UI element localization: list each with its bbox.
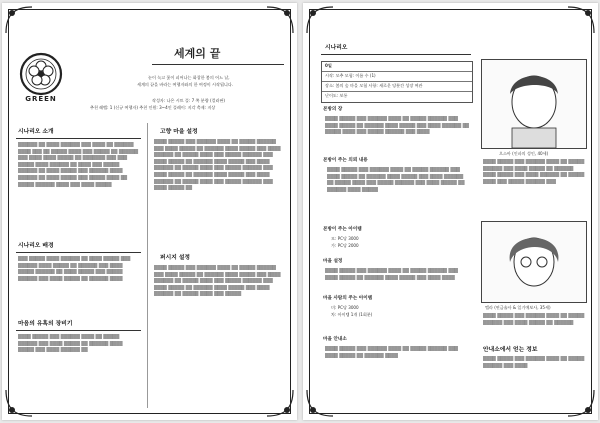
portrait-caption: 으스아 (인파의 성인, 40세) bbox=[499, 151, 549, 156]
section-body: ▒▒▒▒ ▒▒▒▒▒ ▒▒▒ ▒▒▒▒▒▒ ▒▒▒▒ ▒▒ ▒▒▒▒▒ ▒▒▒▒▒▒ ▒▒▒ ▒▒▒▒ ▒▒▒▒▒ ▒▒ ▒▒▒▒▒▒ ▒▒▒▒ ▒▒▒▒▒ ▒▒▒ ▒▒▒▒ ▒▒▒▒▒▒ ▒▒ ▒▒▒▒▒ ▒▒▒▒ ▒▒▒ ▒▒▒▒▒ ▒▒▒▒▒▒ ▒▒▒ ▒▒▒▒ bbox=[325, 116, 470, 135]
section-heading: 마을 설정 bbox=[323, 259, 343, 264]
section-body: ▒▒▒▒ ▒▒▒▒▒ ▒▒▒ ▒▒▒▒▒▒ ▒▒▒▒ ▒▒ ▒▒▒▒▒ ▒▒▒▒▒▒ ▒▒▒ ▒▒▒▒ ▒▒▒▒▒ ▒▒ ▒▒▒▒▒▒ ▒▒▒▒ ▒▒▒▒▒ ▒▒▒ ▒▒▒▒ ▒▒▒▒▒▒ ▒▒ ▒▒▒▒▒ ▒▒▒▒ ▒▒▒ ▒▒▒▒▒ ▒▒▒▒▒▒ ▒▒▒ ▒▒▒▒ ▒▒▒▒▒ ▒▒ ▒▒▒▒▒▒ ▒▒▒▒ ▒▒▒▒▒ ▒▒▒ ▒▒▒▒ ▒▒▒▒▒▒ ▒▒ ▒▒▒▒▒ ▒▒▒▒ ▒▒▒ ▒▒▒▒▒ bbox=[154, 265, 281, 297]
info-table bbox=[321, 61, 473, 103]
page-title: 세계의 끝 bbox=[174, 47, 221, 60]
meta-line-2: 추천 레벨: 1 (신규 여행자) 추천 인원: 3~4인 플레이: 지각 축제: 지상 bbox=[90, 105, 216, 110]
info-table-row: 장소: 봄의 숲 마을 모험 사항: 새로운 당분간 성장 여관 bbox=[325, 83, 423, 88]
section-body: ▒▒▒▒▒▒ ▒▒ ▒▒▒▒ ▒▒▒▒▒▒ ▒▒▒ ▒▒▒▒ ▒▒ ▒▒▒▒▒▒ ▒▒▒▒ ▒▒▒ ▒▒ ▒▒▒▒▒ ▒▒▒▒ ▒▒▒ ▒▒▒▒▒ ▒▒ ▒▒▒▒▒▒ ▒▒▒ ▒▒▒▒ ▒▒▒▒ ▒▒▒▒▒ ▒▒ ▒▒▒▒▒▒▒ ▒▒▒ ▒▒▒ ▒▒▒▒▒ ▒▒▒▒ ▒▒▒▒▒▒ ▒▒ ▒▒▒▒ ▒▒▒ ▒▒▒▒▒ ▒▒▒▒▒▒ ▒▒ ▒▒▒▒ ▒▒▒▒▒ ▒▒▒ ▒▒▒▒▒▒ ▒▒▒▒ ▒▒▒▒▒▒ ▒▒ ▒▒▒▒ ▒▒▒▒▒ ▒▒▒ ▒▒▒▒▒ ▒▒▒▒ ▒▒ ▒▒▒▒▒ ▒▒▒▒▒▒ ▒▒▒▒ ▒▒▒ ▒▒▒▒ ▒▒▒▒▒ bbox=[18, 142, 139, 187]
section-body: ▒▒▒▒ ▒▒▒▒▒ ▒▒▒ ▒▒▒▒▒▒ ▒▒▒▒ ▒▒ ▒▒▒▒▒ ▒▒▒▒▒▒ ▒▒▒ ▒▒▒▒ ▒▒▒▒▒ ▒▒ ▒▒▒▒▒▒ ▒▒▒▒ ▒▒▒▒▒ ▒▒▒ ▒▒▒▒ ▒▒▒▒▒▒ ▒▒ ▒▒▒▒▒ ▒▒▒▒ ▒▒▒ ▒▒▒▒▒ ▒▒▒▒▒▒ ▒▒▒ ▒▒▒▒ ▒▒▒▒▒ ▒▒ ▒▒▒▒▒▒ ▒▒▒▒ ▒▒▒▒▒ ▒▒▒ ▒▒▒▒ ▒▒▒▒▒▒ ▒▒ ▒▒▒▒▒ ▒▒▒▒ ▒▒▒ ▒▒▒▒▒ ▒▒▒▒▒▒ ▒▒▒ ▒▒▒▒ ▒▒▒▒▒ ▒▒ ▒▒▒▒▒▒ ▒▒▒▒ ▒▒▒▒▒ ▒▒▒ ▒▒▒▒ ▒▒▒▒▒▒ ▒▒ ▒▒▒▒▒ ▒▒▒▒ ▒▒▒ ▒▒▒▒▒ ▒▒▒▒▒▒ ▒▒▒ ▒▒▒▒ ▒▒▒▒▒ ▒▒ bbox=[154, 139, 281, 191]
left-page bbox=[2, 3, 297, 420]
section-body: ▒▒▒▒ ▒▒▒▒▒ ▒▒▒ ▒▒▒▒▒▒ ▒▒▒▒ ▒▒ ▒▒▒▒▒ ▒▒▒▒▒▒ ▒▒▒ ▒▒▒▒ ▒▒▒▒▒ ▒▒ ▒▒▒▒▒▒ ▒▒▒▒ ▒▒▒▒▒ ▒▒▒ ▒▒▒▒ ▒▒▒▒ bbox=[325, 268, 459, 280]
section-body: ▒▒▒ ▒▒▒▒▒ ▒▒▒▒ ▒▒▒▒▒▒ ▒▒ ▒▒▒▒ ▒▒▒▒▒ ▒▒▒ ▒▒▒▒▒▒ ▒▒▒▒ ▒▒▒▒▒ ▒▒ ▒▒▒▒▒▒ ▒▒▒ ▒▒▒▒ ▒▒▒▒▒ ▒▒▒▒▒▒ ▒▒ ▒▒▒▒ ▒▒▒▒▒ ▒▒▒ ▒▒▒▒▒ ▒▒▒▒▒▒ ▒▒▒ ▒▒▒▒ ▒▒▒▒▒ ▒▒ ▒▒▒▒▒▒ ▒▒▒▒ bbox=[18, 256, 131, 281]
corner-ornament bbox=[265, 388, 295, 418]
info-table-row: 난이도: 보통 bbox=[325, 93, 348, 98]
character-portrait-1 bbox=[481, 59, 587, 149]
character-desc: ▒▒▒▒ ▒▒▒▒▒ ▒▒▒ ▒▒▒▒▒▒ ▒▒▒▒ ▒▒ ▒▒▒▒▒ ▒▒▒▒▒▒ ▒▒▒ ▒▒▒▒ ▒▒▒▒▒ ▒▒ ▒▒▒▒▒▒ bbox=[483, 313, 585, 325]
section-heading: 퍼시지 설정 bbox=[160, 255, 191, 261]
portrait-caption: 엘라 (연금술사 & 일기예보사, 35세) bbox=[485, 305, 551, 310]
emblem-label: GREEN bbox=[25, 95, 57, 103]
meta-line-1: 작성자: 나은 시트 플: 7 쪽 분량 (컬러판) bbox=[152, 98, 226, 103]
corner-ornament bbox=[4, 5, 34, 35]
section-heading: 시나리오 소개 bbox=[18, 129, 54, 135]
info-table-head: 0일 bbox=[325, 63, 332, 68]
section-body: ▒▒▒▒ ▒▒▒▒▒ ▒▒▒ ▒▒▒▒▒▒ ▒▒▒▒ ▒▒ ▒▒▒▒▒ ▒▒▒▒▒▒ ▒▒▒ ▒▒▒▒ bbox=[483, 356, 585, 368]
info-table-row: 시작: 모추 모험: 이름 수 (1) bbox=[325, 73, 376, 78]
intro-line-1: 눈이 녹고 꽃이 피어나는 화창한 봄의 어느 날, bbox=[148, 75, 230, 80]
list-item: 차: 아이템 1개 (1회분) bbox=[331, 312, 373, 317]
section-body: ▒▒▒▒ ▒▒▒▒▒ ▒▒▒ ▒▒▒▒▒▒ ▒▒▒▒ ▒▒ ▒▒▒▒▒ ▒▒▒▒▒▒ ▒▒▒ ▒▒▒▒ ▒▒▒▒▒ ▒▒ ▒▒▒▒▒▒ ▒▒▒▒ ▒▒▒▒▒ ▒▒▒ ▒▒▒▒ ▒▒▒▒▒▒ ▒▒ ▒▒▒▒▒ ▒▒▒▒ ▒▒▒ ▒▒▒▒▒ ▒▒▒▒▒▒ ▒▒▒ ▒▒▒▒ ▒▒▒▒▒ ▒▒ ▒▒▒▒▒▒ ▒▒▒▒ ▒▒▒▒▒ bbox=[327, 167, 465, 192]
section-heading: 고향 마을 설정 bbox=[160, 129, 198, 135]
corner-ornament bbox=[305, 5, 335, 35]
list-item: 가: PC당 2000 bbox=[331, 243, 359, 248]
section-heading: 마을 사람의 주는 아이템 bbox=[323, 296, 373, 301]
section-body: ▒▒▒▒ ▒▒▒▒▒ ▒▒▒ ▒▒▒▒▒▒ ▒▒▒▒ ▒▒ ▒▒▒▒▒ ▒▒▒▒▒▒ ▒▒▒ ▒▒▒▒ ▒▒▒▒▒ ▒▒ ▒▒▒▒▒▒ ▒▒▒▒ ▒▒▒▒▒ ▒▒▒ ▒▒▒▒ ▒▒▒▒▒▒ ▒▒ bbox=[18, 334, 123, 353]
right-page bbox=[303, 3, 598, 420]
character-portrait-2 bbox=[481, 221, 587, 303]
section-heading: 시나리오 배경 bbox=[18, 243, 54, 249]
character-desc: ▒▒▒▒ ▒▒▒▒▒ ▒▒▒ ▒▒▒▒▒▒ ▒▒▒▒ ▒▒ ▒▒▒▒▒ ▒▒▒▒▒▒ ▒▒▒ ▒▒▒▒ ▒▒▒▒▒ ▒▒ ▒▒▒▒▒▒ ▒▒▒▒ ▒▒▒▒▒ ▒▒▒ ▒▒▒▒ ▒▒▒▒▒▒ ▒▒ ▒▒▒▒▒ ▒▒▒▒ ▒▒▒ ▒▒▒▒▒ ▒▒▒▒▒▒ ▒▒▒ bbox=[483, 159, 585, 184]
corner-ornament bbox=[305, 388, 335, 418]
list-item: 미: PC당 3000 bbox=[331, 305, 359, 310]
green-emblem bbox=[16, 49, 66, 107]
section-heading: 본방이 주는 의뢰 내용 bbox=[323, 158, 368, 163]
corner-ornament bbox=[265, 5, 295, 35]
corner-ornament bbox=[566, 388, 596, 418]
section-heading: 안내소에서 얻는 정보 bbox=[483, 347, 538, 353]
corner-ornament bbox=[4, 388, 34, 418]
section-body: ▒▒▒▒ ▒▒▒▒▒ ▒▒▒ ▒▒▒▒▒▒ ▒▒▒▒ ▒▒ ▒▒▒▒▒ ▒▒▒▒▒▒ ▒▒▒ ▒▒▒▒ ▒▒▒▒▒ ▒▒ ▒▒▒▒▒▒ ▒▒▒▒ bbox=[325, 346, 459, 358]
top-label: 시나리오 bbox=[325, 45, 348, 51]
section-heading: 본방이 주는 아이템 bbox=[323, 227, 362, 232]
section-heading: 본방의 장 bbox=[323, 107, 343, 112]
list-item: 모: PC당 3000 bbox=[331, 236, 359, 241]
section-heading: 마을 안내소 bbox=[323, 337, 347, 342]
intro-line-2: 세계의 끝을 바라는 여행자와의 한 여정이 시작됩니다. bbox=[137, 82, 234, 87]
corner-ornament bbox=[566, 5, 596, 35]
section-heading: 마음의 유혹의 장비기 bbox=[18, 321, 73, 327]
